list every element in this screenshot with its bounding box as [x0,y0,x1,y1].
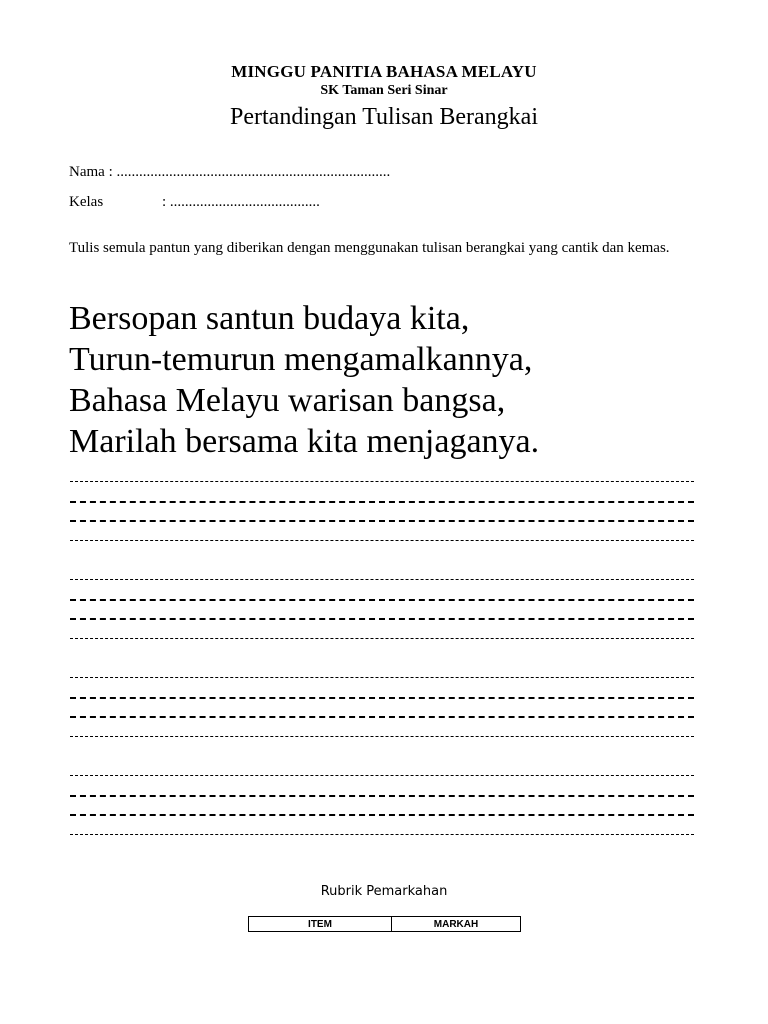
writing-guide-line[interactable] [70,629,694,649]
writing-guide-line[interactable] [70,766,694,786]
writing-lines-group [70,472,694,550]
writing-guide-line[interactable] [70,590,694,610]
kelas-label: Kelas [69,194,104,210]
pantun-verse [69,298,539,462]
kelas-field[interactable] [69,194,320,211]
header-school: SK Taman Seri Sinar [320,83,448,98]
nama-blank: : ......................................................................... [104,164,391,180]
writing-guide-line[interactable] [70,786,694,806]
writing-guide-line[interactable] [70,531,694,551]
pantun-line: Bahasa Melayu warisan bangsa, [69,382,506,419]
pantun-line: Turun-temurun mengamalkannya, [69,341,533,378]
kelas-blank: : ........................................ [162,194,320,210]
writing-guide-line[interactable] [70,609,694,629]
writing-guide-line[interactable] [70,492,694,512]
rubric-title: Rubrik Pemarkahan [320,884,448,899]
writing-guide-line[interactable] [70,472,694,492]
writing-guide-line[interactable] [70,825,694,845]
rubric-header-markah: MARKAH [392,917,521,932]
pantun-line: Marilah bersama kita menjaganya. [69,423,540,460]
instruction-text: Tulis semula pantun yang diberikan dengan menggunakan tulisan berangkai yang cantik dan kemas. [69,240,670,256]
writing-guide-line[interactable] [70,707,694,727]
pantun-line: Bersopan santun budaya kita, [69,300,470,337]
nama-label: Nama [69,164,105,180]
writing-lines-group [70,668,694,746]
writing-guide-line[interactable] [70,511,694,531]
writing-guide-line[interactable] [70,727,694,747]
rubric-header-item: ITEM [249,917,392,932]
rubric-table [248,916,521,932]
writing-lines-group [70,766,694,844]
writing-lines-group [70,570,694,648]
writing-guide-line[interactable] [70,688,694,708]
writing-guide-line[interactable] [70,805,694,825]
rubric-header-row [249,917,521,932]
writing-guide-line[interactable] [70,570,694,590]
header-event: Pertandingan Tulisan Berangkai [230,104,538,130]
writing-guide-line[interactable] [70,668,694,688]
header-title: MINGGU PANITIA BAHASA MELAYU [231,62,537,81]
nama-field[interactable] [69,164,390,181]
